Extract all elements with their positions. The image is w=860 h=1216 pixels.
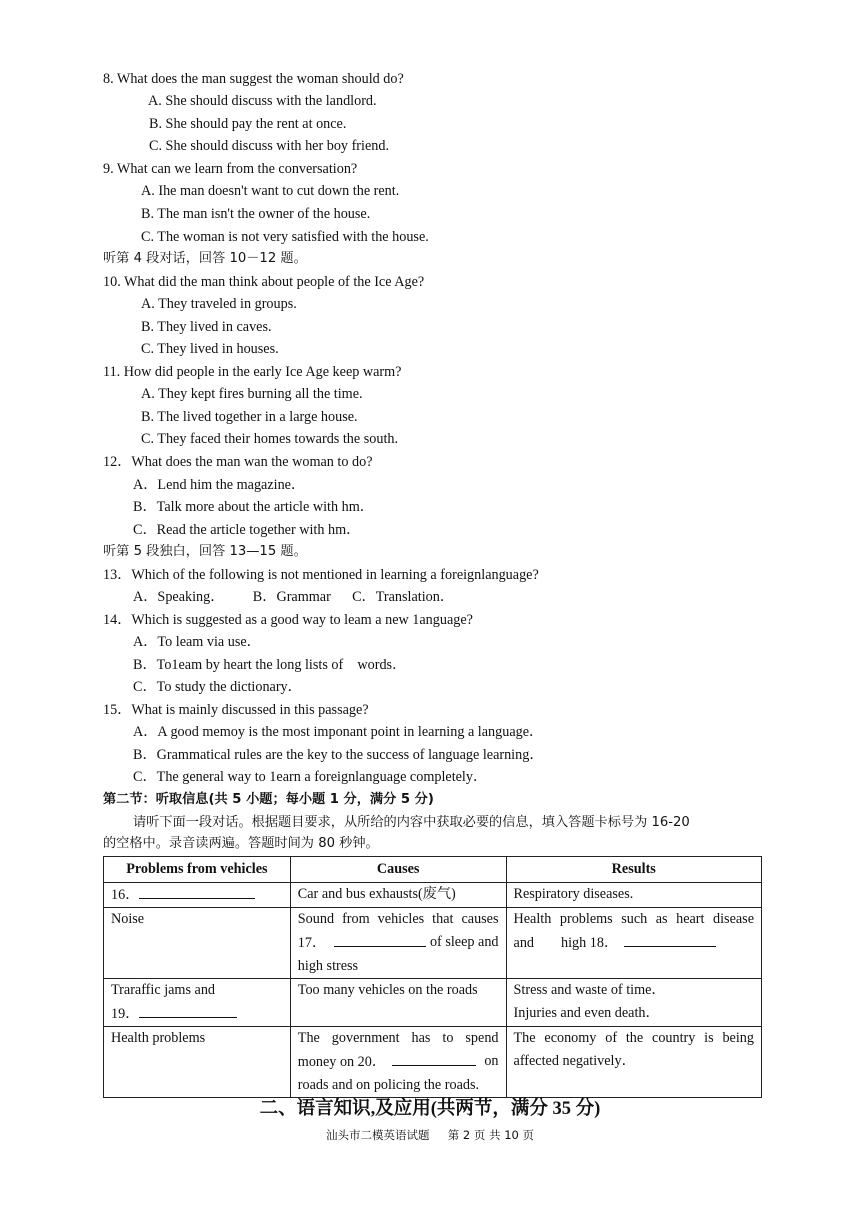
option-14b: B．To1eam by heart the long lists of words． <box>133 657 407 673</box>
question-12: 12．What does the man wan the woman to do? <box>103 454 373 470</box>
blank-17[interactable] <box>334 931 426 947</box>
blank-20[interactable] <box>392 1050 476 1066</box>
blank-16[interactable] <box>139 883 255 899</box>
option-8a: A. She should discuss with the landlord. <box>148 93 377 109</box>
section-2-title: 第二节：听取信息(共 5 小题；每小题 1 分，满分 5 分) <box>103 792 434 807</box>
option-10b: B. They lived in caves. <box>141 319 272 335</box>
cause-line-end: on <box>484 1053 499 1069</box>
option-10c: C. They lived in houses. <box>141 341 279 357</box>
table-row <box>104 979 762 1027</box>
question-11: 11. How did people in the early Ice Age keep warm? <box>103 364 402 380</box>
result-cell: Respiratory diseases. <box>506 883 761 908</box>
blank-19-number: 19． <box>111 1006 140 1022</box>
option-8b: B. She should pay the rent at once. <box>149 116 347 132</box>
blank-18[interactable] <box>624 931 716 947</box>
option-11b: B. The lived together in a large house. <box>141 409 358 425</box>
option-15c: C．The general way to 1earn a foreignlanguage completely． <box>133 769 488 785</box>
result-cell <box>506 908 761 979</box>
table-row <box>104 883 762 908</box>
blank-16-number: 16． <box>111 887 140 903</box>
result-word: and <box>513 935 535 951</box>
option-12a: A．Lend him the magazine． <box>133 477 306 493</box>
cause-cell: Too many vehicles on the roads <box>290 979 506 1027</box>
part-2-heading: 二、语言知识,及应用(共两节，满分 35 分) <box>259 1099 601 1119</box>
option-11c: C. They faced their homes towards the south. <box>141 431 399 447</box>
option-10a: A. They traveled in groups. <box>141 296 297 312</box>
problem-line <box>111 1002 283 1026</box>
result-cell <box>506 1027 761 1098</box>
option-15a: A．A good memoy is the most imponant point in learning a language． <box>133 724 544 740</box>
table-row <box>104 908 762 979</box>
option-8c: C. She should discuss with her boy friend. <box>149 138 389 154</box>
option-14a: A．To leam via use． <box>133 634 261 650</box>
column-header-problems: Problems from vehicles <box>104 857 291 883</box>
question-13: 13．Which of the following is not mentioned in learning a foreignlanguage? <box>103 567 539 583</box>
monologue-5-instruction: 听第 5 段独白，回答 13—15 题。 <box>103 544 307 559</box>
table-header-row <box>104 857 762 883</box>
column-header-results: Results <box>506 857 761 883</box>
result-line: affected negatively． <box>513 1053 636 1069</box>
cause-line <box>298 931 499 955</box>
blank-18-number: high 18． <box>561 935 619 951</box>
cause-line <box>298 1050 499 1074</box>
problem-cell <box>104 883 291 908</box>
result-line: The economy of the country is being <box>513 1030 754 1046</box>
options-13: A．Speaking． B．Grammar C．Translation． <box>133 589 455 605</box>
result-line <box>514 931 754 955</box>
option-11a: A. They kept fires burning all the time. <box>141 386 363 402</box>
option-15b: B．Grammatical rules are the key to the success of language learning． <box>133 747 544 763</box>
problem-cell: Noise <box>104 908 291 979</box>
column-header-causes: Causes <box>290 857 506 883</box>
option-12b: B．Talk more about the article with hm． <box>133 499 374 515</box>
option-9a: A. Ihe man doesn't want to cut down the rent. <box>141 183 400 199</box>
result-line: Injuries and even death． <box>513 1005 660 1021</box>
option-14c: C．To study the dictionary． <box>133 679 302 695</box>
problem-cell <box>104 979 291 1027</box>
option-12c: C．Read the article together with hm． <box>133 522 361 538</box>
question-10: 10. What did the man think about people of the Ice Age? <box>103 274 425 290</box>
question-15: 15．What is mainly discussed in this passage? <box>103 702 369 718</box>
question-14: 14．Which is suggested as a good way to leam a new 1anguage? <box>103 612 473 628</box>
cause-line: The government has to spend <box>297 1030 499 1046</box>
blank-20-number: money on 20． <box>297 1054 387 1070</box>
cause-line: Sound from vehicles that causes <box>297 911 499 927</box>
problem-line: Traraffic jams and <box>111 982 216 998</box>
option-9c: C. The woman is not very satisfied with the house. <box>141 229 429 245</box>
problem-cell: Health problems <box>104 1027 291 1098</box>
blank-17-number: 17． <box>297 935 327 951</box>
table-row <box>104 1027 762 1098</box>
page-footer: 汕头市二模英语试题 第 2 页 共 10 页 <box>325 1128 534 1142</box>
vehicle-problems-table <box>103 856 762 1098</box>
section-2-instruction-line-2: 的空格中。录音读两遍。答题时间为 80 秒钟。 <box>103 836 379 851</box>
cause-cell: Car and bus exhausts(废气) <box>290 883 506 908</box>
section-2-instruction-line-1: 请听下面一段对话。根据题目要求，从所给的内容中获取必要的信息，填入答题卡标号为 16-20 <box>133 815 690 830</box>
question-9: 9. What can we learn from the conversation? <box>103 161 358 177</box>
question-8: 8. What does the man suggest the woman should do? <box>103 71 404 87</box>
cause-cell <box>290 908 506 979</box>
cause-line: roads and on policing the roads. <box>297 1077 480 1093</box>
result-line: Health problems such as heart disease <box>513 911 754 927</box>
dialogue-4-instruction: 听第 4 段对话，回答 10－12 题。 <box>103 251 307 266</box>
cause-line-end: of sleep and <box>429 934 499 950</box>
result-cell <box>506 979 761 1027</box>
result-line: Stress and waste of time． <box>513 982 666 998</box>
cause-line: high stress <box>297 958 359 974</box>
blank-19[interactable] <box>139 1002 237 1018</box>
cause-cell <box>290 1027 506 1098</box>
option-9b: B. The man isn't the owner of the house. <box>141 206 371 222</box>
